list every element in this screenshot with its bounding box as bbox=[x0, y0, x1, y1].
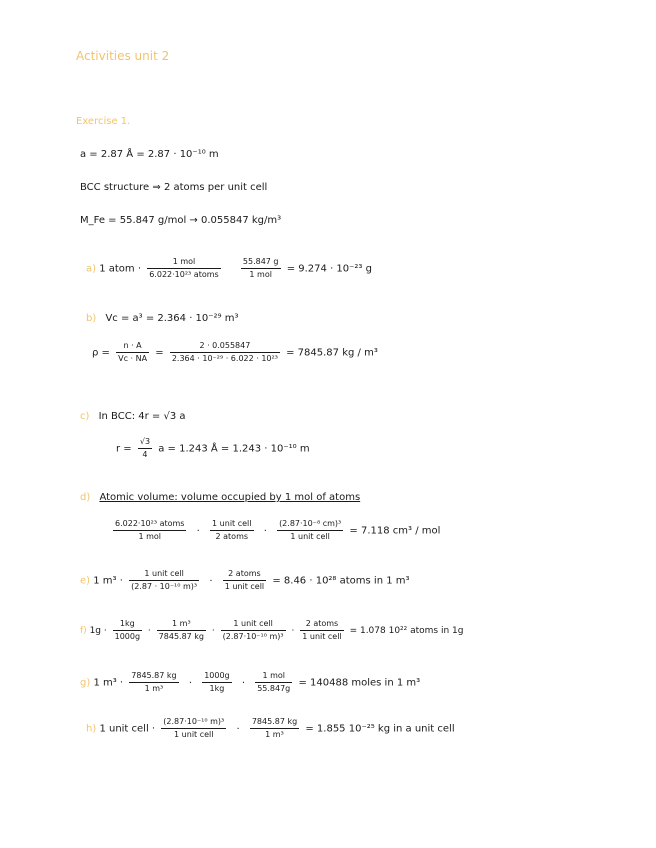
part-a-f1-num: 1 mol bbox=[147, 258, 220, 269]
part-d-f2-den: 2 atoms bbox=[215, 532, 249, 541]
part-c-line2 bbox=[116, 438, 310, 459]
part-h-f1-num: (2.87·10⁻¹⁰ m)³ bbox=[161, 718, 226, 729]
molar-mass-line: M_Fe = 55.847 g/mol → 0.055847 kg/m³ bbox=[80, 215, 282, 226]
part-g-result: = 140488 moles in 1 m³ bbox=[298, 677, 421, 689]
part-f-f1-num: 1kg bbox=[113, 620, 142, 631]
part-f-f2-den: 7845.87 kg bbox=[158, 632, 205, 641]
part-d-line1 bbox=[80, 493, 360, 503]
part-a-fraction-2 bbox=[241, 258, 281, 279]
page-title: Activities unit 2 bbox=[76, 49, 170, 63]
part-h-f2-den: 1 m³ bbox=[265, 730, 284, 739]
part-c-f-num: √3 bbox=[138, 438, 152, 449]
part-f-fraction-1 bbox=[113, 620, 142, 641]
part-h-fraction-1 bbox=[161, 718, 226, 739]
part-b-result: = 7845.87 kg / m³ bbox=[286, 347, 378, 359]
part-e-result: = 8.46 · 10²⁸ atoms in 1 m³ bbox=[272, 575, 410, 587]
part-b-rho: ρ = bbox=[92, 347, 110, 359]
lattice-constant-line: a = 2.87 Å = 2.87 · 10⁻¹⁰ m bbox=[80, 149, 219, 160]
part-f-fraction-2 bbox=[157, 620, 206, 641]
part-a-f1-den: 6.022·10²³ atoms bbox=[149, 270, 219, 279]
part-b-f2-den: 2.364 · 10⁻²⁹ · 6.022 · 10²³ bbox=[171, 354, 278, 363]
part-d-fraction-3 bbox=[277, 520, 343, 541]
part-a-result: = 9.274 · 10⁻²³ g bbox=[286, 263, 372, 275]
part-g-f2-num: 1000g bbox=[202, 672, 231, 683]
part-d-f3-num: (2.87·10⁻⁸ cm)³ bbox=[277, 520, 343, 531]
part-a-lead: 1 atom · bbox=[99, 263, 142, 275]
part-e-f2-num: 2 atoms bbox=[223, 570, 266, 581]
part-f-f4-num: 2 atoms bbox=[300, 620, 343, 631]
part-g-f3-num: 1 mol bbox=[255, 672, 292, 683]
part-a-f2-num: 55.847 g bbox=[241, 258, 281, 269]
part-e-lead: 1 m³ · bbox=[93, 575, 123, 587]
part-e-f2-den: 1 unit cell bbox=[224, 582, 265, 591]
part-d-calc: $\frac{\text{6.022·10²³ atoms}}{\text{1 mol}}$ · $\frac{\text{1 unit cell}}{\text{2 atoms}}$ · $\frac{\text{(2.87·10⁻⁸ cm)³}}{\text{1 unit cell}}$ = 7.118 cm³ / mol bbox=[115, 519, 441, 541]
part-d-f1-num: 6.022·10²³ atoms bbox=[113, 520, 186, 531]
part-c-line1 bbox=[80, 412, 186, 422]
part-c-label: c) bbox=[80, 411, 90, 422]
part-e-label: e) bbox=[80, 575, 91, 587]
part-g-fraction-3 bbox=[255, 672, 292, 693]
part-h-f1-den: 1 unit cell bbox=[174, 730, 214, 739]
part-d-label: d) bbox=[80, 492, 91, 503]
part-b-f1-num: n · A bbox=[116, 342, 149, 353]
part-f-f3-num: 1 unit cell bbox=[221, 620, 286, 631]
part-g-f1-den: 1 m³ bbox=[144, 684, 164, 693]
part-g-fraction-1 bbox=[129, 672, 178, 693]
part-d-f3-den: 1 unit cell bbox=[290, 532, 330, 541]
part-a-f2-den: 1 mol bbox=[249, 270, 272, 279]
part-h: h) 1 unit cell · $\frac{\text{(2.87·10⁻¹⁰ m)³}}{\text{1 unit cell}}$ · $\frac{7845.87 kg}{\text{1 m³}}$ = 1.855 10⁻²⁵ kg in a unit cell bbox=[86, 717, 455, 739]
part-f-f1-den: 1000g bbox=[114, 632, 141, 641]
part-h-label: h) bbox=[86, 723, 97, 735]
part-f-label: f) bbox=[80, 626, 87, 636]
part-e-fraction-1 bbox=[129, 570, 199, 591]
part-c-r-lead: r = bbox=[116, 443, 132, 455]
part-g-label: g) bbox=[80, 677, 91, 689]
part-c-relation: In BCC: 4r = √3 a bbox=[98, 411, 186, 422]
part-f-f2-num: 1 m³ bbox=[157, 620, 206, 631]
part-c-result: a = 1.243 Å = 1.243 · 10⁻¹⁰ m bbox=[158, 443, 310, 455]
part-a-label: a) bbox=[86, 263, 97, 275]
part-b-eq: = bbox=[155, 347, 164, 359]
part-d-fraction-2 bbox=[210, 520, 253, 541]
part-d-fraction-1 bbox=[113, 520, 186, 541]
part-f-fraction-3 bbox=[221, 620, 286, 641]
bcc-structure-line: BCC structure ⇒ 2 atoms per unit cell bbox=[80, 182, 268, 193]
part-g: g) 1 m³ · $\frac{7845.87 kg}{\text{1 m³}}$ · $\frac{1000g}{1kg}$ · $\frac{\text{1 mol}}{55.847g}$ = 140488 moles in 1 m³ bbox=[80, 671, 421, 693]
part-h-f2-num: 7845.87 kg bbox=[250, 718, 299, 729]
part-g-f3-den: 55.847g bbox=[257, 684, 291, 693]
part-b-vc bbox=[86, 314, 239, 324]
exercise-label: Exercise 1. bbox=[76, 116, 131, 127]
part-b-fraction-2 bbox=[170, 342, 280, 363]
part-g-f2-den: 1kg bbox=[209, 684, 225, 693]
part-f-result: = 1.078 10²² atoms in 1g bbox=[349, 626, 464, 636]
part-d-f2-num: 1 unit cell bbox=[210, 520, 253, 531]
part-f: f) 1g · $\frac{1kg}{1000g}$ · $\frac{\text{1 m³}}{7845.87 kg}$ · $\frac{\text{1 unit cell}}{\text{(2.87·10⁻¹⁰ m)³}}$ · $\frac{\text{2 atoms}}{\text{1 unit cell}}$ = 1.078 10²² atoms in 1g bbox=[80, 619, 464, 641]
part-b-fraction-1 bbox=[116, 342, 149, 363]
part-g-lead: 1 m³ · bbox=[93, 677, 124, 689]
part-h-result: = 1.855 10⁻²⁵ kg in a unit cell bbox=[305, 723, 455, 735]
part-h-fraction-2 bbox=[250, 718, 299, 739]
part-b-label: b) bbox=[86, 313, 97, 324]
part-a bbox=[86, 258, 372, 279]
part-f-f4-den: 1 unit cell bbox=[302, 632, 342, 641]
part-a-fraction-1 bbox=[147, 258, 220, 279]
part-b-f2-num: 2 · 0.055847 bbox=[170, 342, 280, 353]
part-b-vc-line: Vc = a³ = 2.364 · 10⁻²⁹ m³ bbox=[105, 313, 239, 324]
part-e-f1-den: (2.87 · 10⁻¹⁰ m)³ bbox=[131, 582, 198, 591]
part-d-f1-den: 1 mol bbox=[138, 532, 162, 541]
part-b-f1-den: Vc · NA bbox=[118, 354, 148, 363]
part-c-fraction bbox=[138, 438, 152, 459]
part-d-definition: Atomic volume: volume occupied by 1 mol of atoms bbox=[99, 492, 361, 503]
part-f-fraction-4 bbox=[300, 620, 343, 641]
part-g-fraction-2 bbox=[202, 672, 231, 693]
part-g-f1-num: 7845.87 kg bbox=[129, 672, 178, 683]
part-f-lead: 1g · bbox=[89, 626, 107, 636]
part-f-f3-den: (2.87·10⁻¹⁰ m)³ bbox=[222, 632, 284, 641]
part-e-f1-num: 1 unit cell bbox=[129, 570, 199, 581]
part-b-density bbox=[92, 342, 378, 363]
part-e-fraction-2 bbox=[223, 570, 266, 591]
part-h-lead: 1 unit cell · bbox=[99, 723, 156, 735]
part-e: e) 1 m³ · $\frac{\text{1 unit cell}}{\text{(2.87 · 10⁻¹⁰ m)³}}$ · $\frac{\text{2 atoms}}{\text{1 unit cell}}$ = 8.46 · 10²⁸ atoms in 1 m³ bbox=[80, 569, 410, 591]
part-c-f-den: 4 bbox=[142, 450, 148, 459]
part-d-result: = 7.118 cm³ / mol bbox=[349, 525, 441, 537]
